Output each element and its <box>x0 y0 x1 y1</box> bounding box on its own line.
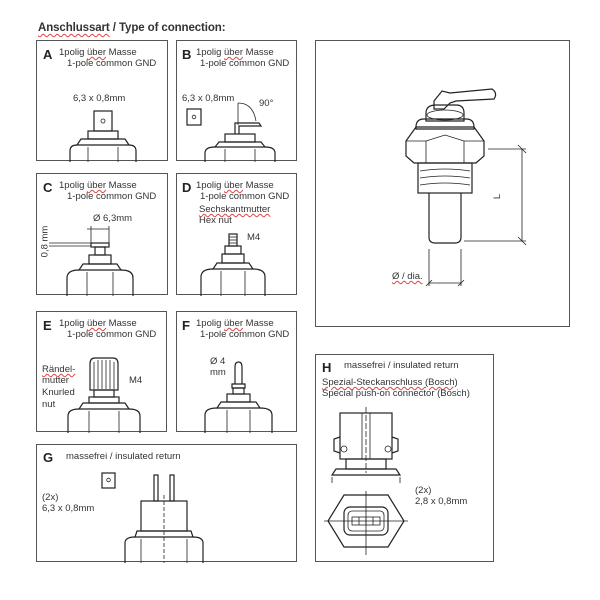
label-de: 1polig über Masse <box>59 47 137 58</box>
bosch-connector-drawing <box>316 355 495 563</box>
panel-letter: H <box>322 360 332 375</box>
dimension-label: 6,3 x 0,8mm <box>42 503 95 514</box>
quantity-label: (2x) <box>42 492 59 503</box>
dimension-label: 6,3 x 0,8mm <box>73 93 126 104</box>
knurled-label-de-1: Rändel- <box>42 364 76 375</box>
label-en: 1-pole common GND <box>200 191 290 202</box>
diameter-label: Ø / dia. <box>392 271 423 282</box>
panel-letter: E <box>43 318 52 333</box>
diameter-unit: mm <box>210 367 226 378</box>
label-en: 1-pole common GND <box>67 329 157 340</box>
panel-letter: B <box>182 47 192 62</box>
title-german: Anschlussart <box>38 22 110 34</box>
flat-tab-connector-icon <box>37 41 169 162</box>
word-ueber: über <box>87 180 107 191</box>
thread-label: M4 <box>129 375 143 386</box>
round-pin-connector-icon <box>37 174 169 296</box>
panel-letter: G <box>43 450 54 465</box>
angled-tab-connector-icon <box>177 41 298 162</box>
label-en: 1-pole common GND <box>67 191 157 202</box>
thread-label: M4 <box>247 232 261 243</box>
label-de: 1polig über Masse <box>196 180 274 191</box>
pin-connector-icon <box>177 312 298 433</box>
panel-f <box>176 311 297 432</box>
word-ueber: über <box>224 47 244 58</box>
nut-label-de: Sechskantmutter <box>199 204 271 215</box>
dimension-label: 2,8 x 0,8mm <box>415 496 468 507</box>
page-title <box>38 22 225 34</box>
knurled-label-de-2: mutter <box>42 375 69 386</box>
panel-g <box>36 444 297 562</box>
return-label: massefrei / insulated return <box>66 451 181 462</box>
panel-d <box>176 173 297 295</box>
panel-h <box>315 354 494 562</box>
return-label: massefrei / insulated return <box>344 360 459 371</box>
quantity-label: (2x) <box>415 485 432 496</box>
panel-letter: C <box>43 180 53 195</box>
label-de: 1polig über Masse <box>196 47 274 58</box>
label-en: 1-pole common GND <box>67 58 157 69</box>
label-de: 1polig über Masse <box>196 318 274 329</box>
diameter-label: Ø 4 <box>210 356 226 367</box>
sensor-overview-panel <box>315 40 570 327</box>
title-separator: / <box>109 22 119 34</box>
knurled-nut-connector-icon <box>37 312 168 433</box>
panel-letter: D <box>182 180 192 195</box>
length-label: L <box>492 193 504 200</box>
knurled-label-en-2: nut <box>42 399 56 410</box>
dimension-label: 6,3 x 0,8mm <box>182 93 235 104</box>
panel-c <box>36 173 168 295</box>
title-english: Type of connection: <box>118 22 226 34</box>
panel-e <box>36 311 167 432</box>
label-en: 1-pole common GND <box>200 329 290 340</box>
label-de: 1polig über Masse <box>59 180 137 191</box>
diameter-label: Ø 6,3mm <box>93 213 133 224</box>
thickness-label: 0,8 mm <box>39 225 51 258</box>
connector-label-en: Special push-on connector (Bosch) <box>322 388 470 399</box>
angle-label: 90° <box>259 98 274 109</box>
label-de: 1polig über Masse <box>59 318 137 329</box>
dual-tab-connector-icon <box>37 445 298 563</box>
panel-letter: F <box>182 318 190 333</box>
panel-letter: A <box>43 47 53 62</box>
panel-b <box>176 40 297 161</box>
knurled-label-en-1: Knurled <box>42 387 75 398</box>
word-ueber: über <box>87 318 107 329</box>
hex-nut-connector-icon <box>177 174 298 296</box>
label-en: 1-pole common GND <box>200 58 290 69</box>
word-ueber: über <box>224 180 244 191</box>
connector-label-de: Spezial-Steckanschluss (Bosch) <box>322 377 458 388</box>
word-ueber: über <box>87 47 107 58</box>
panel-a <box>36 40 168 161</box>
word-ueber: über <box>224 318 244 329</box>
nut-label-en: Hex nut <box>199 215 232 226</box>
temperature-sensor-drawing <box>316 41 571 328</box>
